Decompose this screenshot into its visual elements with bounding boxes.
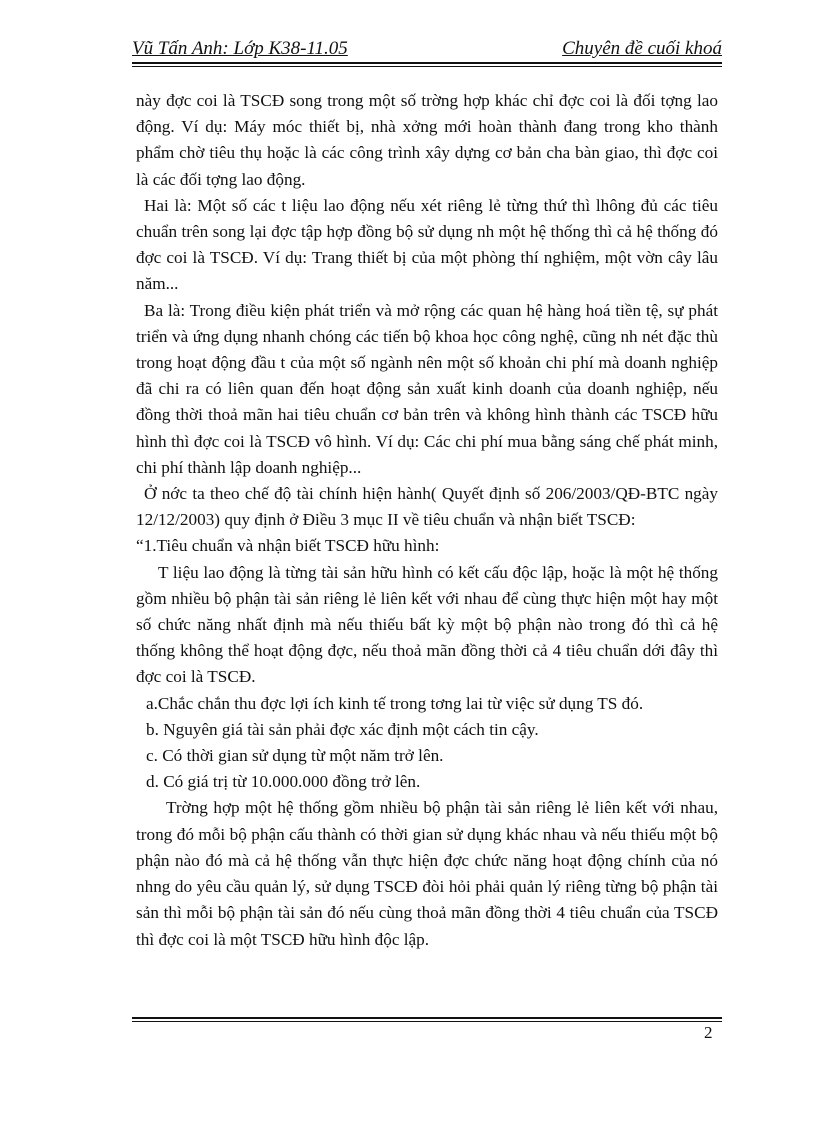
footer-rule-thick [132, 1017, 722, 1019]
paragraph-definition: T liệu lao động là từng tài sản hữu hình có kết cấu độc lập, hoặc là một hệ thống gồm nhiều bộ phận tài sản riêng lẻ liên kết với nhau để cùng thực hiện một hay một số chức năng nhất định mà nếu thiếu bất kỳ một bộ phận nào trong đó thì cả hệ thống không thể hoạt động đợc, nếu thoả mãn đồng thời cả 4 tiêu chuẩn dới đây thì đợc coi là TSCĐ. [136, 562, 718, 687]
header-author-class: Vũ Tấn Anh: Lớp K38-11.05 [132, 38, 348, 59]
criterion-d: d. Có giá trị từ 10.000.000 đồng trở lên. [146, 772, 421, 792]
header-document-title: Chuyên đề cuối khoá [562, 38, 722, 59]
header-rule-thick [132, 62, 722, 64]
section-heading-tangible-assets: “1.Tiêu chuẩn và nhận biết TSCĐ hữu hình: [136, 536, 440, 556]
criterion-b: b. Nguyên giá tài sản phải đợc xác định một cách tin cậy. [146, 719, 539, 739]
paragraph-regulation: Ở nớc ta theo chế độ tài chính hiện hành( Quyết định số 206/2003/QĐ-BTC ngày 12/12/2003) quy định ở Điều 3 mục II về tiêu chuẩn và nhận biết TSCĐ: [136, 484, 718, 530]
criterion-a: a.Chắc chắn thu đợc lợi ích kinh tế trong tơng lai từ việc sử dụng TS đó. [146, 693, 644, 713]
paragraph-hai-la: Hai là: Một số các t liệu lao động nếu xét riêng lẻ từng thứ thì lhông đủ các tiêu chuẩn trên song lại đợc tập hợp đồng bộ sử dụng nh một hệ thống thì cả hệ thống đó đợc coi là TSCĐ. Ví dụ: Trang thiết bị của một phòng thí nghiệm, một vờn cây lâu năm... [136, 195, 718, 294]
page-number: 2 [704, 1023, 713, 1042]
document-body [136, 88, 718, 953]
paragraph-ba-la: Ba là: Trong điều kiện phát triển và mở rộng các quan hệ hàng hoá tiền tệ, sự phát triển và ứng dụng nhanh chóng các tiến bộ khoa học công nghệ, cũng nh nét đặc thù trong hoạt động đầu t của một số ngành nên một số khoản chi phí mà doanh nghiệp đã chi ra có liên quan đến hoạt động sản xuất kinh doanh của doanh nghiệp, nếu đồng thời thoả mãn hai tiêu chuẩn cơ bản trên và không hình thành các TSCĐ hữu hình thì đợc coi là TSCĐ vô hình. Ví dụ: Các chi phí mua bằng sáng chế phát minh, chi phí thành lập doanh nghiệp... [136, 300, 718, 477]
header-rule-thin [132, 66, 722, 67]
footer-rule-thin [132, 1021, 722, 1022]
paragraph-continued: này đợc coi là TSCĐ song trong một số trờng hợp khác chỉ đợc coi là đối tợng lao động. Ví dụ: Máy móc thiết bị, nhà xởng mới hoàn thành đang trong kho thành phẩm chờ tiêu thụ hoặc là các công trình xây dựng cơ bản cha bàn giao, thì đợc coi là các đối tợng lao động. [136, 91, 718, 189]
page-header [132, 38, 722, 62]
criterion-c: c. Có thời gian sử dụng từ một năm trở lên. [146, 746, 444, 766]
paragraph-system-case: Trờng hợp một hệ thống gồm nhiều bộ phận tài sản riêng lẻ liên kết với nhau, trong đó mỗi bộ phận cấu thành có thời gian sử dụng khác nhau và nếu thiếu một bộ phận nào đó mà cả hệ thống vẫn thực hiện đợc chức năng hoạt động chính của nó nhng do yêu cầu quản lý, sử dụng TSCĐ đòi hỏi phải quản lý riêng từng bộ phận tài sản thì mỗi bộ phận tài sản đó nếu cùng thoả mãn đồng thời 4 tiêu chuẩn của TSCĐ thì đợc coi là một TSCĐ hữu hình độc lập. [136, 798, 718, 949]
